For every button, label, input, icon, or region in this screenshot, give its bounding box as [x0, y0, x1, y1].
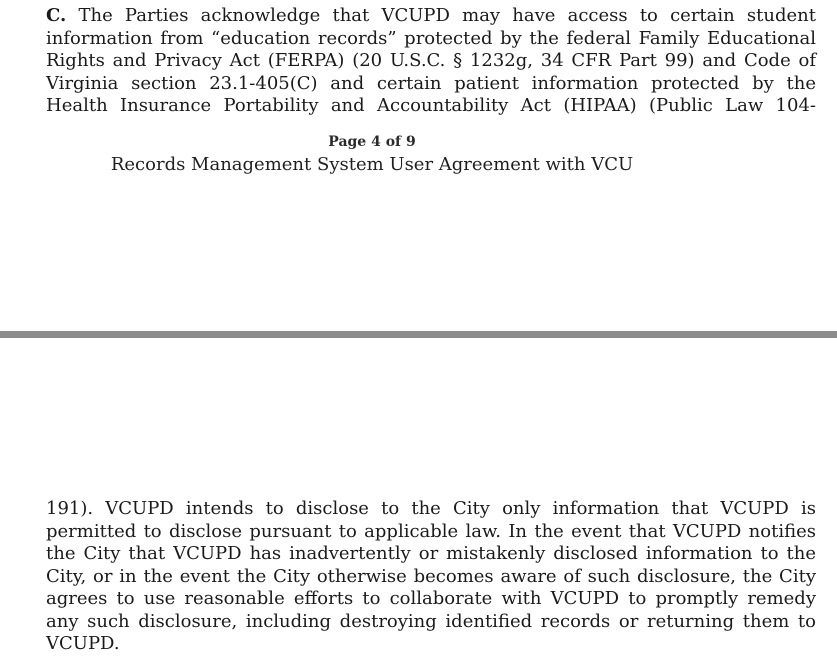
line-text: The Parties acknowledge that VCUPD may have access to certain student: [78, 5, 816, 26]
section-letter: C.: [46, 5, 67, 26]
paragraph-c-continued-top: [46, 5, 816, 118]
paragraph-line: Virginia section 23.1-405(C) and certain patient information protected by the: [46, 72, 816, 94]
page-divider: [0, 331, 837, 338]
paragraph-line: Health Insurance Portability and Accountability Act (HIPAA) (Public Law 104-: [46, 95, 816, 116]
document-title: Records Management System User Agreement with VCU: [110, 154, 634, 175]
paragraph-line: the City that VCUPD has inadvertently or mistakenly disclosed information to the: [46, 543, 816, 564]
paragraph-line: any such disclosure, including destroying identified records or returning them to: [46, 610, 816, 632]
page-number: Page 4 of 9: [328, 134, 416, 150]
paragraph-line: agrees to use reasonable efforts to collaborate with VCUPD to promptly remedy: [46, 588, 816, 609]
paragraph-line: permitted to disclose pursuant to applicable law. In the event that VCUPD notifies: [46, 520, 816, 542]
paragraph-line: Rights and Privacy Act (FERPA) (20 U.S.C. § 1232g, 34 CFR Part 99) and Code of: [46, 50, 816, 71]
paragraph-line: 191). VCUPD intends to disclose to the City only information that VCUPD is: [46, 498, 816, 519]
paragraph-line: information from “education records” protected by the federal Family Educational: [46, 27, 816, 49]
paragraph-line: [46, 5, 816, 28]
paragraph-line: City, or in the event the City otherwise becomes aware of such disclosure, the City: [46, 565, 816, 587]
paragraph-line: VCUPD.: [46, 633, 120, 654]
paragraph-c-continued-bottom: [46, 498, 816, 656]
